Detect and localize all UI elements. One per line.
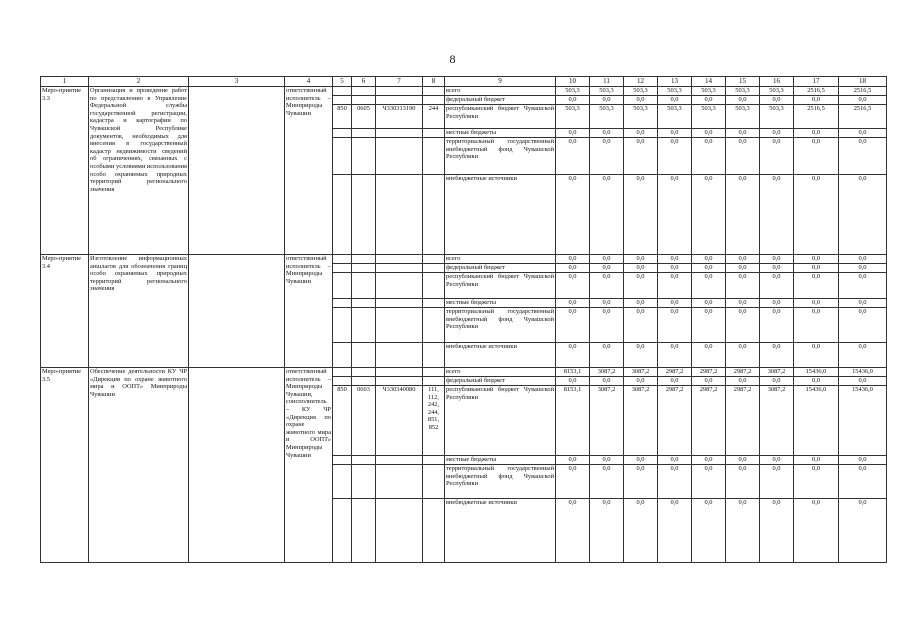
amount-cell: 2987,2 (726, 386, 760, 456)
amount-cell: 0,0 (760, 377, 794, 386)
amount-cell: 2987,2 (692, 368, 726, 377)
code-cell (376, 264, 423, 273)
activity-name: Обеспечение деятельности КУ ЧР «Дирекция по охране животного мира и ООПТ» Минприроды Чувашии (89, 368, 189, 563)
amount-cell: 3087,2 (760, 368, 794, 377)
amount-cell: 0,0 (839, 308, 887, 343)
amount-cell: 0,0 (624, 273, 658, 299)
amount-cell: 0,0 (726, 96, 760, 105)
empty-cell (189, 87, 285, 255)
amount-cell: 0,0 (590, 129, 624, 138)
funding-source: федеральный бюджет (445, 264, 556, 273)
empty-cell (189, 255, 285, 368)
code-cell (333, 138, 352, 175)
amount-cell: 0,0 (692, 96, 726, 105)
amount-cell: 0,0 (794, 343, 839, 368)
amount-cell: 0,0 (624, 129, 658, 138)
amount-cell: 0,0 (556, 255, 590, 264)
code-cell (376, 377, 423, 386)
header-cell: 6 (352, 77, 376, 87)
amount-cell: 0,0 (839, 343, 887, 368)
funding-source: внебюджетные источники (445, 499, 556, 563)
header-cell: 3 (189, 77, 285, 87)
amount-cell: 0,0 (556, 299, 590, 308)
amount-cell: 0,0 (726, 299, 760, 308)
table-row (41, 255, 887, 264)
code-cell (352, 299, 376, 308)
amount-cell: 503,3 (658, 105, 692, 129)
funding-source: местные бюджеты (445, 299, 556, 308)
funding-source: республиканский бюджет Чувашской Республики (445, 273, 556, 299)
amount-cell: 0,0 (658, 343, 692, 368)
amount-cell: 0,0 (794, 308, 839, 343)
amount-cell: 0,0 (556, 465, 590, 499)
header-cell: 18 (839, 77, 887, 87)
amount-cell: 0,0 (726, 264, 760, 273)
code-cell (352, 499, 376, 563)
amount-cell: 0,0 (658, 465, 692, 499)
amount-cell: 0,0 (839, 465, 887, 499)
code-cell (333, 175, 352, 255)
amount-cell: 0,0 (760, 96, 794, 105)
code-cell (352, 138, 376, 175)
code-cell (423, 343, 445, 368)
amount-cell: 0,0 (726, 138, 760, 175)
code-cell (423, 255, 445, 264)
amount-cell: 8153,1 (556, 368, 590, 377)
code-cell (423, 264, 445, 273)
code-cell (376, 308, 423, 343)
code-cell (423, 368, 445, 377)
amount-cell: 0,0 (692, 299, 726, 308)
budget-table (40, 76, 887, 563)
funding-source: территориальный государственный внебюджетный фонд Чувашской Республики (445, 138, 556, 175)
code-cell (333, 499, 352, 563)
code-cell (423, 499, 445, 563)
activity-name: Изготовление информационных аншлагов для обозначения границ особо охраняемых природных территорий регионального значения (89, 255, 189, 368)
amount-cell: 0,0 (726, 255, 760, 264)
code-cell: 0603 (352, 386, 376, 456)
funding-source: республиканский бюджет Чувашской Республики (445, 386, 556, 456)
amount-cell: 0,0 (794, 465, 839, 499)
header-cell: 15 (726, 77, 760, 87)
amount-cell: 0,0 (658, 255, 692, 264)
amount-cell: 0,0 (726, 343, 760, 368)
amount-cell: 15436,0 (839, 368, 887, 377)
activity-executor: ответственный исполнитель – Минприроды Чувашии (285, 87, 333, 255)
amount-cell: 3087,2 (760, 386, 794, 456)
amount-cell: 15436,0 (839, 386, 887, 456)
activity-name: Организация и проведение работ по представлению в Управление Федеральной службы государственной регистрации, кадастра и картографии по Чувашской Республике документов, необходимых для внесения в государственный кадастр недвижимости сведений об ограничениях, связанных с особыми условиями использования особо охраняемых природных территорий регионального значения (89, 87, 189, 255)
amount-cell: 0,0 (839, 456, 887, 465)
amount-cell: 0,0 (692, 308, 726, 343)
amount-cell: 0,0 (760, 175, 794, 255)
amount-cell: 0,0 (692, 138, 726, 175)
header-row (41, 77, 887, 87)
code-cell (376, 299, 423, 308)
table-row (41, 368, 887, 377)
header-cell: 8 (423, 77, 445, 87)
amount-cell: 0,0 (726, 175, 760, 255)
amount-cell: 2987,2 (658, 368, 692, 377)
code-cell (333, 255, 352, 264)
amount-cell: 0,0 (624, 456, 658, 465)
code-cell (333, 456, 352, 465)
code-cell (376, 368, 423, 377)
funding-source: территориальный государственный внебюджетный фонд Чувашской Республики (445, 308, 556, 343)
amount-cell: 0,0 (794, 255, 839, 264)
amount-cell: 0,0 (839, 377, 887, 386)
amount-cell: 0,0 (658, 308, 692, 343)
code-cell (423, 175, 445, 255)
code-cell (352, 377, 376, 386)
amount-cell: 0,0 (658, 129, 692, 138)
amount-cell: 0,0 (556, 343, 590, 368)
amount-cell: 0,0 (839, 255, 887, 264)
activity-code: Меро-приятие 3.4 (41, 255, 89, 368)
code-cell (423, 138, 445, 175)
page-number: 8 (449, 52, 456, 66)
amount-cell: 0,0 (590, 264, 624, 273)
amount-cell: 0,0 (556, 129, 590, 138)
amount-cell: 503,3 (590, 105, 624, 129)
amount-cell: 0,0 (658, 499, 692, 563)
amount-cell: 0,0 (556, 96, 590, 105)
amount-cell: 2516,5 (794, 105, 839, 129)
amount-cell: 0,0 (590, 465, 624, 499)
amount-cell: 503,3 (556, 87, 590, 96)
header-cell: 10 (556, 77, 590, 87)
code-cell (423, 96, 445, 105)
amount-cell: 15436,0 (794, 386, 839, 456)
amount-cell: 0,0 (692, 377, 726, 386)
header-cell: 9 (445, 77, 556, 87)
header-cell: 7 (376, 77, 423, 87)
amount-cell: 0,0 (590, 138, 624, 175)
amount-cell: 0,0 (624, 96, 658, 105)
amount-cell: 0,0 (658, 456, 692, 465)
amount-cell: 0,0 (624, 377, 658, 386)
amount-cell: 0,0 (726, 129, 760, 138)
amount-cell: 0,0 (760, 255, 794, 264)
amount-cell: 2516,5 (839, 87, 887, 96)
amount-cell: 0,0 (794, 129, 839, 138)
code-cell (333, 368, 352, 377)
amount-cell: 0,0 (760, 456, 794, 465)
amount-cell: 0,0 (658, 299, 692, 308)
code-cell (376, 96, 423, 105)
amount-cell: 503,3 (726, 105, 760, 129)
amount-cell: 0,0 (839, 138, 887, 175)
amount-cell: 0,0 (624, 465, 658, 499)
amount-cell: 15436,0 (794, 368, 839, 377)
code-cell (423, 465, 445, 499)
amount-cell: 0,0 (624, 299, 658, 308)
code-cell: 850 (333, 386, 352, 456)
amount-cell: 0,0 (590, 299, 624, 308)
code-cell (352, 273, 376, 299)
code-cell (352, 308, 376, 343)
amount-cell: 0,0 (590, 175, 624, 255)
activity-code: Меро-приятие 3.5 (41, 368, 89, 563)
amount-cell: 0,0 (590, 308, 624, 343)
amount-cell: 0,0 (590, 377, 624, 386)
amount-cell: 0,0 (624, 264, 658, 273)
amount-cell: 0,0 (590, 499, 624, 563)
code-cell: Ч330313190 (376, 105, 423, 129)
amount-cell: 0,0 (760, 499, 794, 563)
activity-executor: ответственный исполнитель – Минприроды Чувашии, соисполнитель – КУ ЧР «Дирекция по охране животного мира и ООПТ» Минприроды Чувашии (285, 368, 333, 563)
amount-cell: 503,3 (692, 87, 726, 96)
amount-cell: 503,3 (726, 87, 760, 96)
funding-source: внебюджетные источники (445, 343, 556, 368)
amount-cell: 0,0 (794, 273, 839, 299)
amount-cell: 0,0 (658, 377, 692, 386)
amount-cell: 0,0 (760, 264, 794, 273)
amount-cell: 0,0 (590, 273, 624, 299)
amount-cell: 0,0 (760, 308, 794, 343)
amount-cell: 0,0 (624, 138, 658, 175)
funding-source: федеральный бюджет (445, 96, 556, 105)
code-cell (333, 87, 352, 96)
code-cell (376, 273, 423, 299)
code-cell (352, 87, 376, 96)
code-cell (352, 96, 376, 105)
amount-cell: 0,0 (556, 308, 590, 343)
amount-cell: 0,0 (658, 138, 692, 175)
amount-cell: 0,0 (556, 264, 590, 273)
funding-source: республиканский бюджет Чувашской Республики (445, 105, 556, 129)
amount-cell: 0,0 (760, 465, 794, 499)
amount-cell: 0,0 (658, 264, 692, 273)
amount-cell: 0,0 (794, 499, 839, 563)
funding-source: территориальный государственный внебюджетный фонд Чувашской Республики (445, 465, 556, 499)
amount-cell: 0,0 (658, 175, 692, 255)
code-cell (333, 465, 352, 499)
amount-cell: 503,3 (658, 87, 692, 96)
activity-code: Меро-приятие 3.3 (41, 87, 89, 255)
header-cell: 1 (41, 77, 89, 87)
amount-cell: 2987,2 (726, 368, 760, 377)
amount-cell: 0,0 (692, 129, 726, 138)
header-cell: 2 (89, 77, 189, 87)
code-cell (352, 264, 376, 273)
code-cell (333, 96, 352, 105)
code-cell: 111, 112, 242, 244, 851, 852 (423, 386, 445, 456)
code-cell (376, 255, 423, 264)
amount-cell: 2516,5 (794, 87, 839, 96)
amount-cell: 0,0 (692, 273, 726, 299)
amount-cell: 0,0 (794, 175, 839, 255)
amount-cell: 0,0 (839, 175, 887, 255)
funding-source: внебюджетные источники (445, 175, 556, 255)
code-cell (376, 465, 423, 499)
code-cell (423, 129, 445, 138)
code-cell (352, 368, 376, 377)
amount-cell: 0,0 (692, 465, 726, 499)
code-cell (423, 299, 445, 308)
amount-cell: 0,0 (556, 499, 590, 563)
code-cell (376, 456, 423, 465)
amount-cell: 0,0 (624, 499, 658, 563)
amount-cell: 0,0 (624, 343, 658, 368)
code-cell (423, 456, 445, 465)
amount-cell: 0,0 (556, 377, 590, 386)
header-cell: 11 (590, 77, 624, 87)
code-cell (376, 138, 423, 175)
amount-cell: 0,0 (760, 129, 794, 138)
header-cell: 14 (692, 77, 726, 87)
amount-cell: 0,0 (658, 96, 692, 105)
amount-cell: 0,0 (590, 456, 624, 465)
amount-cell: 3087,2 (590, 386, 624, 456)
amount-cell: 503,3 (556, 105, 590, 129)
code-cell (352, 465, 376, 499)
amount-cell: 0,0 (658, 273, 692, 299)
amount-cell: 503,3 (760, 105, 794, 129)
amount-cell: 0,0 (692, 175, 726, 255)
header-cell: 12 (624, 77, 658, 87)
amount-cell: 0,0 (692, 456, 726, 465)
amount-cell: 0,0 (556, 456, 590, 465)
funding-source: местные бюджеты (445, 129, 556, 138)
header-cell: 13 (658, 77, 692, 87)
code-cell (376, 499, 423, 563)
amount-cell: 0,0 (839, 96, 887, 105)
amount-cell: 0,0 (692, 255, 726, 264)
amount-cell: 3087,2 (590, 368, 624, 377)
header-cell: 4 (285, 77, 333, 87)
code-cell (333, 299, 352, 308)
amount-cell: 0,0 (760, 138, 794, 175)
code-cell: Ч330340080 (376, 386, 423, 456)
activity-executor: ответственный исполнитель – Минприроды Чувашии (285, 255, 333, 368)
amount-cell: 0,0 (726, 377, 760, 386)
amount-cell: 0,0 (794, 138, 839, 175)
amount-cell: 0,0 (556, 138, 590, 175)
code-cell (352, 456, 376, 465)
table-row (41, 87, 887, 96)
amount-cell: 0,0 (839, 499, 887, 563)
amount-cell: 0,0 (692, 264, 726, 273)
header-cell: 17 (794, 77, 839, 87)
amount-cell: 0,0 (760, 343, 794, 368)
amount-cell: 0,0 (624, 308, 658, 343)
amount-cell: 503,3 (692, 105, 726, 129)
code-cell (376, 87, 423, 96)
funding-source: всего (445, 255, 556, 264)
amount-cell: 0,0 (794, 377, 839, 386)
amount-cell: 0,0 (692, 499, 726, 563)
funding-source: федеральный бюджет (445, 377, 556, 386)
amount-cell: 0,0 (839, 273, 887, 299)
code-cell (333, 343, 352, 368)
header-cell: 5 (333, 77, 352, 87)
code-cell (376, 343, 423, 368)
code-cell (352, 129, 376, 138)
code-cell (333, 273, 352, 299)
amount-cell: 503,3 (760, 87, 794, 96)
amount-cell: 3087,2 (624, 386, 658, 456)
code-cell (352, 255, 376, 264)
code-cell: 850 (333, 105, 352, 129)
amount-cell: 0,0 (726, 273, 760, 299)
amount-cell: 2516,5 (839, 105, 887, 129)
amount-cell: 0,0 (726, 465, 760, 499)
amount-cell: 0,0 (839, 264, 887, 273)
amount-cell: 503,3 (590, 87, 624, 96)
code-cell (423, 377, 445, 386)
amount-cell: 0,0 (590, 255, 624, 264)
amount-cell: 0,0 (624, 255, 658, 264)
funding-source: всего (445, 87, 556, 96)
amount-cell: 0,0 (726, 456, 760, 465)
code-cell: 0605 (352, 105, 376, 129)
code-cell: 244 (423, 105, 445, 129)
amount-cell: 0,0 (794, 456, 839, 465)
amount-cell: 0,0 (590, 96, 624, 105)
amount-cell: 0,0 (794, 96, 839, 105)
code-cell (333, 264, 352, 273)
amount-cell: 0,0 (760, 273, 794, 299)
amount-cell: 503,3 (624, 87, 658, 96)
amount-cell: 503,3 (624, 105, 658, 129)
amount-cell: 0,0 (794, 299, 839, 308)
code-cell (423, 87, 445, 96)
funding-source: местные бюджеты (445, 456, 556, 465)
code-cell (333, 308, 352, 343)
code-cell (333, 129, 352, 138)
amount-cell: 0,0 (760, 299, 794, 308)
funding-source: всего (445, 368, 556, 377)
code-cell (352, 175, 376, 255)
amount-cell: 0,0 (726, 499, 760, 563)
amount-cell: 0,0 (590, 343, 624, 368)
amount-cell: 0,0 (692, 343, 726, 368)
amount-cell: 2987,2 (658, 386, 692, 456)
amount-cell: 0,0 (726, 308, 760, 343)
code-cell (376, 129, 423, 138)
header-cell: 16 (760, 77, 794, 87)
amount-cell: 0,0 (624, 175, 658, 255)
amount-cell: 2987,2 (692, 386, 726, 456)
amount-cell: 0,0 (839, 129, 887, 138)
amount-cell: 0,0 (556, 273, 590, 299)
amount-cell: 0,0 (556, 175, 590, 255)
code-cell (333, 377, 352, 386)
code-cell (423, 273, 445, 299)
code-cell (423, 308, 445, 343)
amount-cell: 0,0 (839, 299, 887, 308)
amount-cell: 3087,2 (624, 368, 658, 377)
empty-cell (189, 368, 285, 563)
code-cell (376, 175, 423, 255)
amount-cell: 0,0 (794, 264, 839, 273)
amount-cell: 8153,1 (556, 386, 590, 456)
code-cell (352, 343, 376, 368)
